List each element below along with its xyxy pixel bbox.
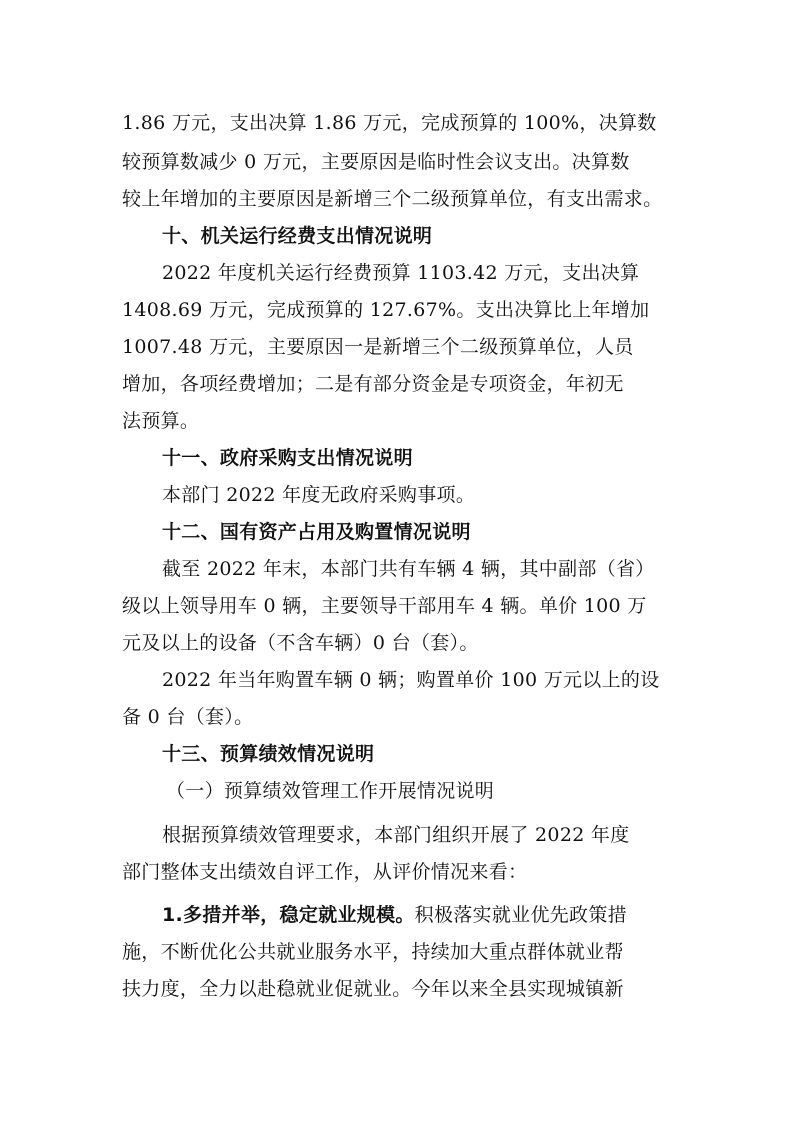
body-line: 法预算。 <box>122 410 200 432</box>
section-heading: 十二、国有资产占用及购置情况说明 <box>162 521 471 543</box>
point-title: 1.多措并举，稳定就业规模。 <box>162 904 415 926</box>
body-line: 本部门 2022 年度无政府采购事项。 <box>162 484 476 506</box>
body-line: 级以上领导用车 0 辆，主要领导干部用车 4 辆。单价 100 万 <box>122 595 647 617</box>
section-heading: 十一、政府采购支出情况说明 <box>162 447 413 469</box>
body-line: 1.86 万元，支出决算 1.86 万元，完成预算的 100%，决算数 <box>122 112 657 134</box>
body-line: 较预算数减少 0 万元，主要原因是临时性会议支出。决算数 <box>122 151 630 173</box>
body-line: 截至 2022 年末，本部门共有车辆 4 辆，其中副部（省） <box>162 558 655 580</box>
body-line: 增加，各项经费增加；二是有部分资金是专项资金，年初无 <box>122 373 624 395</box>
body-line <box>162 900 627 927</box>
body-line: 2022 年当年购置车辆 0 辆；购置单价 100 万元以上的设 <box>162 669 660 691</box>
body-line: 根据预算绩效管理要求，本部门组织开展了 2022 年度 <box>162 824 630 846</box>
body-line: 扶力度，全力以赴稳就业促就业。今年以来全县实现城镇新 <box>122 978 624 1000</box>
body-line: 备 0 台（套）。 <box>122 706 254 728</box>
body-line: 元及以上的设备（不含车辆）0 台（套）。 <box>122 632 479 654</box>
section-heading: 十三、预算绩效情况说明 <box>162 743 375 765</box>
subsection-heading: （一）预算绩效管理工作开展情况说明 <box>166 780 495 802</box>
body-line: 较上年增加的主要原因是新增三个二级预算单位，有支出需求。 <box>122 188 663 210</box>
body-line: 1007.48 万元，主要原因一是新增三个二级预算单位，人员 <box>122 336 634 358</box>
body-line: 1408.69 万元，完成预算的 127.67%。支出决算比上年增加 <box>122 299 650 321</box>
body-line: 施，不断优化公共就业服务水平，持续加大重点群体就业帮 <box>122 941 624 963</box>
point-text: 积极落实就业优先政策措 <box>414 904 627 926</box>
body-line: 2022 年度机关运行经费预算 1103.42 万元，支出决算 <box>162 262 640 284</box>
body-line: 部门整体支出绩效自评工作，从评价情况来看： <box>122 861 528 883</box>
section-heading: 十、机关运行经费支出情况说明 <box>162 225 433 247</box>
